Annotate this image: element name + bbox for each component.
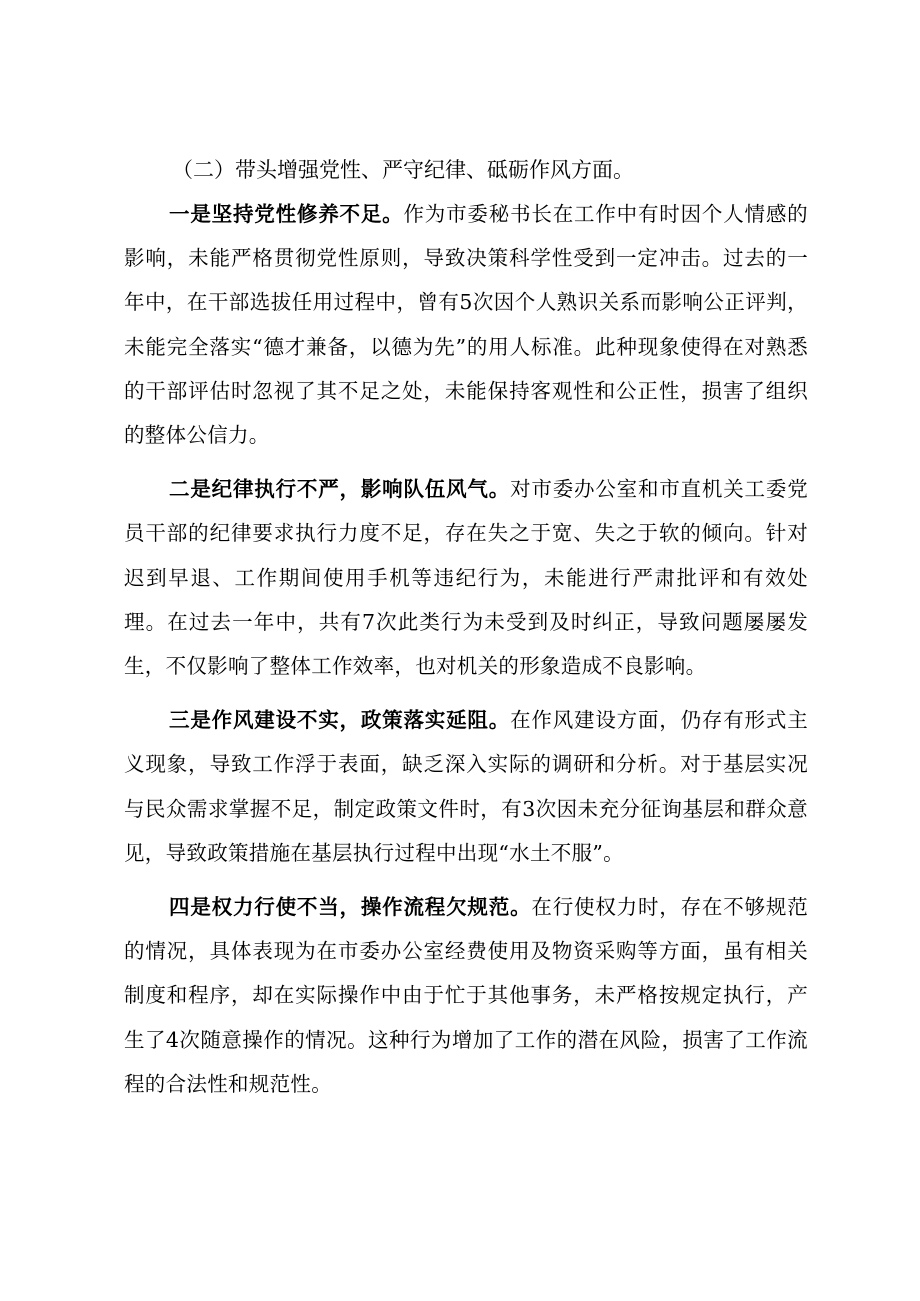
- paragraph-3-text: 在作风建设方面，仍存有形式主义现象，导致工作浮于表面，缺乏深入实际的调研和分析。对于基层实况与民众需求掌握不足，制定政策文件时，有3次因未充分征询基层和群众意见，导致政策措施在基层执行过程中出现“水土不服”。: [124, 708, 808, 865]
- paragraph-4-text: 在行使权力时，存在不够规范的情况，具体表现为在市委办公室经费使用及物资采购等方面，虽有相关制度和程序，却在实际操作中由于忙于其他事务，未严格按规定执行，产生了4次随意操作的情况。这种行为增加了工作的潜在风险，损害了工作流程的合法性和规范性。: [124, 895, 808, 1096]
- paragraph-3-lead: 三是作风建设不实，政策落实延阻。: [169, 708, 511, 733]
- paragraph-4: [124, 885, 808, 1106]
- paragraph-2-lead: 二是纪律执行不严，影响队伍风气。: [169, 477, 511, 502]
- section-heading: （二）带头增强党性、严守纪律、砥砺作风方面。: [172, 158, 634, 182]
- paragraph-2-text: 对市委办公室和市直机关工委党员干部的纪律要求执行力度不足，存在失之于宽、失之于软的倾向。针对迟到早退、工作期间使用手机等违纪行为，未能进行严肃批评和有效处理。在过去一年中，共有7次此类行为未受到及时纠正，导致问题屡屡发生，不仅影响了整体工作效率，也对机关的形象造成不良影响。: [124, 477, 808, 679]
- paragraph-1-text: 作为市委秘书长在工作中有时因个人情感的影响，未能严格贯彻党性原则，导致决策科学性受到一定冲击。过去的一年中，在干部选拔任用过程中，曾有5次因个人熟识关系而影响公正评判，未能完全落实“德才兼备，以德为先”的用人标准。此种现象使得在对熟悉的干部评估时忽视了其不足之处，未能保持客观性和公正性，损害了组织的整体公信力。: [124, 202, 808, 448]
- paragraph-1-lead: 一是坚持党性修养不足。: [169, 202, 404, 226]
- document-body: [124, 148, 808, 1106]
- paragraph-2: [124, 467, 808, 688]
- paragraph-3: [124, 698, 808, 875]
- paragraph-1: [124, 192, 808, 457]
- paragraph-4-lead: 四是权力行使不当，操作流程欠规范。: [169, 895, 532, 920]
